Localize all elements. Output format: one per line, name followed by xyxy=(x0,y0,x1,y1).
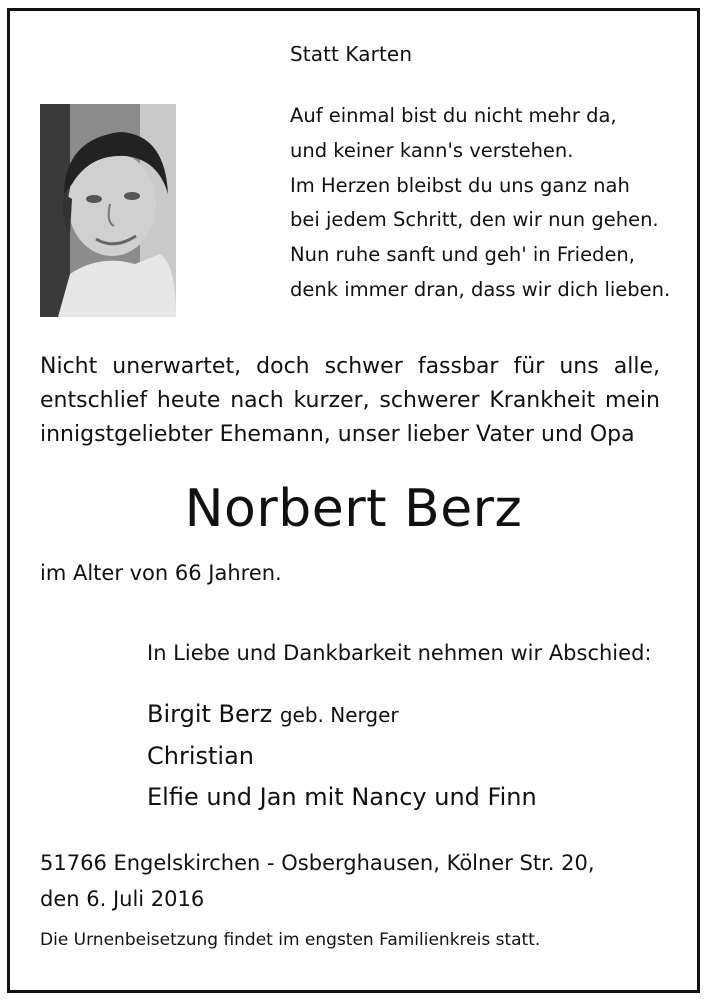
poem-line: denk immer dran, dass wir dich lieben. xyxy=(290,277,671,301)
deceased-name: Norbert Berz xyxy=(184,479,523,539)
burial-note: Die Urnenbeisetzung findet im engsten Familienkreis statt. xyxy=(40,930,541,950)
address-line: 51766 Engelskirchen - Osberghausen, Kölner Str. 20, xyxy=(40,851,595,875)
intro-line: innigstgeliebter Ehemann, unser lieber Vater und Opa xyxy=(40,422,635,447)
date-line: den 6. Juli 2016 xyxy=(40,887,205,911)
intro-paragraph xyxy=(40,350,660,452)
poem-line: Im Herzen bleibst du uns ganz nah xyxy=(290,173,630,197)
family-list xyxy=(147,694,537,818)
poem-line: Nun ruhe sanft und geh' in Frieden, xyxy=(290,243,635,267)
farewell-line: In Liebe und Dankbarkeit nehmen wir Abschied: xyxy=(147,641,652,665)
header-text: Statt Karten xyxy=(290,42,413,66)
poem-line: bei jedem Schritt, den wir nun gehen. xyxy=(290,208,659,232)
intro-line: entschlief heute nach kurzer, schwerer Krankheit mein xyxy=(40,388,660,413)
address-block xyxy=(40,845,595,917)
family-member-name: Birgit Berz xyxy=(147,700,273,728)
intro-line: Nicht unerwartet, doch schwer fassbar für uns alle, xyxy=(40,354,660,379)
portrait-image xyxy=(40,104,176,317)
poem xyxy=(290,99,670,308)
family-member: Christian xyxy=(147,742,255,770)
poem-line: und keiner kann's verstehen. xyxy=(290,138,574,162)
family-member: Elfie und Jan mit Nancy und Finn xyxy=(147,783,537,811)
age-line: im Alter von 66 Jahren. xyxy=(40,561,282,585)
family-member-note: geb. Nerger xyxy=(279,703,399,727)
portrait-photo xyxy=(40,104,176,317)
poem-line: Auf einmal bist du nicht mehr da, xyxy=(290,104,617,127)
family-member xyxy=(147,694,537,736)
